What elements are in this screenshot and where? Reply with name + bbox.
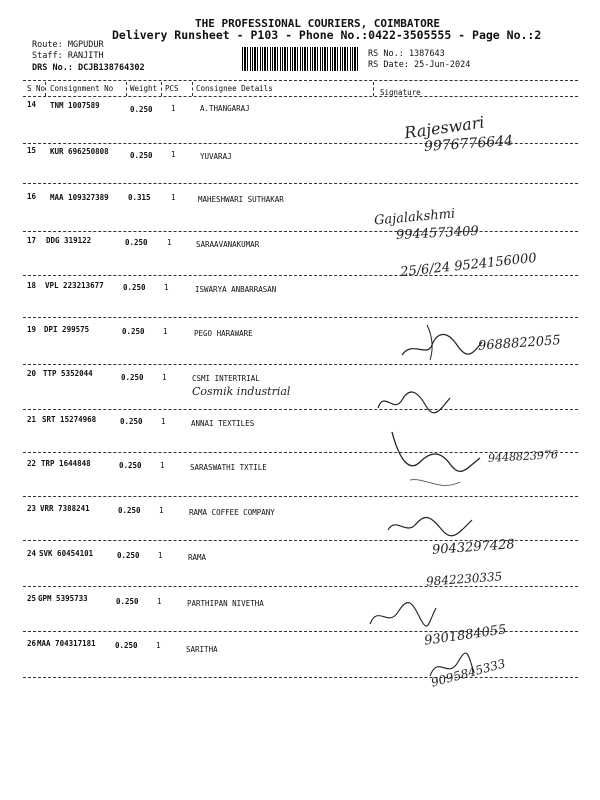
row-weight: 0.250 (123, 283, 146, 292)
col-signature: Signature (380, 88, 421, 97)
table-row (0, 639, 600, 685)
row-sno: 14 (27, 100, 37, 109)
signature-name: Gajalakshmi (373, 206, 456, 229)
signature-phone: 9095845333 (429, 656, 507, 690)
rs-date: RS Date: 25-Jun-2024 (368, 60, 471, 70)
row-consignment: TTP 5352044 (43, 369, 93, 378)
signature-scribble (372, 300, 492, 370)
table-row (0, 192, 600, 238)
row-weight: 0.250 (118, 506, 141, 515)
col-sep (373, 82, 374, 96)
route-label: Route: MGPUDUR (32, 40, 104, 50)
row-rule (23, 409, 578, 410)
signature-date-phone: 25/6/24 9524156000 (399, 250, 538, 281)
row-consignee: PARTHIPAN NIVETHA (187, 599, 264, 608)
row-sno: 16 (27, 192, 37, 201)
row-pcs: 1 (171, 150, 176, 159)
signature-scribble (380, 508, 480, 544)
table-row (0, 594, 600, 640)
row-sno: 19 (27, 325, 37, 334)
row-consignment: KUR 696250808 (50, 147, 109, 156)
drs-number: DRS No.: DCJB138764302 (32, 63, 145, 73)
row-pcs: 1 (157, 597, 162, 606)
table-row (0, 459, 600, 505)
row-pcs: 1 (160, 461, 165, 470)
row-rule (23, 677, 578, 678)
row-weight: 0.250 (121, 373, 144, 382)
row-rule (23, 275, 578, 276)
row-consignee: RAMA (188, 553, 207, 562)
row-consignment: GPM 5395733 (38, 594, 88, 603)
row-pcs: 1 (156, 641, 161, 650)
row-pcs: 1 (167, 238, 172, 247)
row-weight: 0.315 (128, 193, 151, 202)
row-rule (23, 496, 578, 497)
row-rule (23, 586, 578, 587)
row-sno: 22 (27, 459, 37, 468)
barcode-image (242, 47, 360, 71)
row-consignee: SARITHA (186, 645, 218, 654)
table-row (0, 281, 600, 327)
row-consignee: PEGO HARAWARE (194, 329, 253, 338)
row-pcs: 1 (158, 551, 163, 560)
row-pcs: 1 (171, 193, 176, 202)
staff-label: Staff: RANJITH (32, 51, 104, 61)
row-consignee: SARAAVANAKUMAR (196, 240, 260, 249)
row-weight: 0.250 (122, 327, 145, 336)
row-pcs: 1 (164, 283, 169, 292)
table-row (0, 369, 600, 415)
rs-number: RS No.: 1387643 (368, 49, 445, 59)
row-weight: 0.250 (130, 105, 153, 114)
row-sno: 25 (27, 594, 37, 603)
col-sep (126, 82, 127, 96)
row-sno: 18 (27, 281, 37, 290)
row-pcs: 1 (159, 506, 164, 515)
row-sno: 15 (27, 146, 37, 155)
col-sep (45, 82, 46, 96)
signature-scribble (370, 380, 460, 420)
row-consignment: SVK 60454101 (39, 549, 94, 558)
col-sep (161, 82, 162, 96)
row-rule (23, 364, 578, 365)
row-consignment: DPI 299575 (44, 325, 90, 334)
col-weight: Weight (130, 84, 158, 93)
row-consignment: TNM 1007589 (50, 101, 100, 110)
row-consignment: SRT 15274968 (42, 415, 97, 424)
signature-scribble (420, 646, 480, 686)
col-consignee: Consignee Details (196, 84, 273, 93)
signature-phone: 9301884055 (423, 622, 508, 649)
row-consignee: A.THANGARAJ (200, 104, 250, 113)
row-consignee: ANNAI TEXTILES (191, 419, 255, 428)
row-consignment: MAA 109327389 (50, 193, 109, 202)
row-sno: 21 (27, 415, 37, 424)
row-sno: 23 (27, 504, 37, 513)
signature-scribble (370, 422, 490, 502)
table-row (0, 146, 600, 192)
signature-phone: 9448823976 (487, 448, 559, 465)
signature-scribble (362, 594, 442, 634)
signature-phone: 9688822055 (477, 333, 562, 354)
row-weight: 0.250 (117, 551, 140, 560)
row-weight: 0.250 (119, 461, 142, 470)
row-pcs: 1 (171, 104, 176, 113)
row-sno: 26 (27, 639, 37, 648)
row-consignment: TRP 1644848 (41, 459, 91, 468)
row-sno: 24 (27, 549, 37, 558)
row-consignee: SARASWATHI TXTILE (190, 463, 267, 472)
row-consignment: VRR 7388241 (40, 504, 90, 513)
row-handwritten-note: Cosmik industrial (192, 385, 291, 398)
header-top-rule (23, 80, 578, 81)
signature-phone: 9842230335 (425, 569, 503, 589)
row-consignment: DDG 319122 (46, 236, 92, 245)
signature-phone: 9976776644 (423, 132, 514, 156)
row-pcs: 1 (162, 373, 167, 382)
col-consignment: Consignment No (50, 84, 114, 93)
row-pcs: 1 (161, 417, 166, 426)
row-sno: 17 (27, 236, 37, 245)
signature-phone: 9043297428 (431, 537, 516, 558)
header-bottom-rule (23, 96, 578, 97)
row-weight: 0.250 (115, 641, 138, 650)
row-consignee: CSMI INTERTRIAL (192, 374, 260, 383)
row-sno: 20 (27, 369, 37, 378)
row-weight: 0.250 (120, 417, 143, 426)
runsheet-title: Delivery Runsheet - P103 - Phone No.:0422-3505555 - Page No.:2 (112, 28, 542, 42)
row-consignee: MAHESHWARI SUTHAKAR (198, 195, 284, 204)
row-weight: 0.250 (130, 151, 153, 160)
company-name: THE PROFESSIONAL COURIERS, COIMBATORE (195, 17, 441, 30)
row-weight: 0.250 (125, 238, 148, 247)
row-consignment: MAA 704317181 (37, 639, 96, 648)
row-rule (23, 231, 578, 232)
row-weight: 0.250 (116, 597, 139, 606)
row-consignment: VPL 223213677 (45, 281, 104, 290)
row-rule (23, 317, 578, 318)
signature-name: Rajeswari (403, 112, 486, 143)
row-consignee: RAMA COFFEE COMPANY (189, 508, 275, 517)
col-sno: S No (27, 84, 46, 93)
row-consignee: ISWARYA ANBARRASAN (195, 285, 277, 294)
signature-phone: 9944573409 (395, 223, 480, 244)
row-rule (23, 183, 578, 184)
col-pcs: PCS (165, 84, 179, 93)
row-consignee: YUVARAJ (200, 152, 232, 161)
row-pcs: 1 (163, 327, 168, 336)
table-row (0, 549, 600, 595)
col-sep (192, 82, 193, 96)
